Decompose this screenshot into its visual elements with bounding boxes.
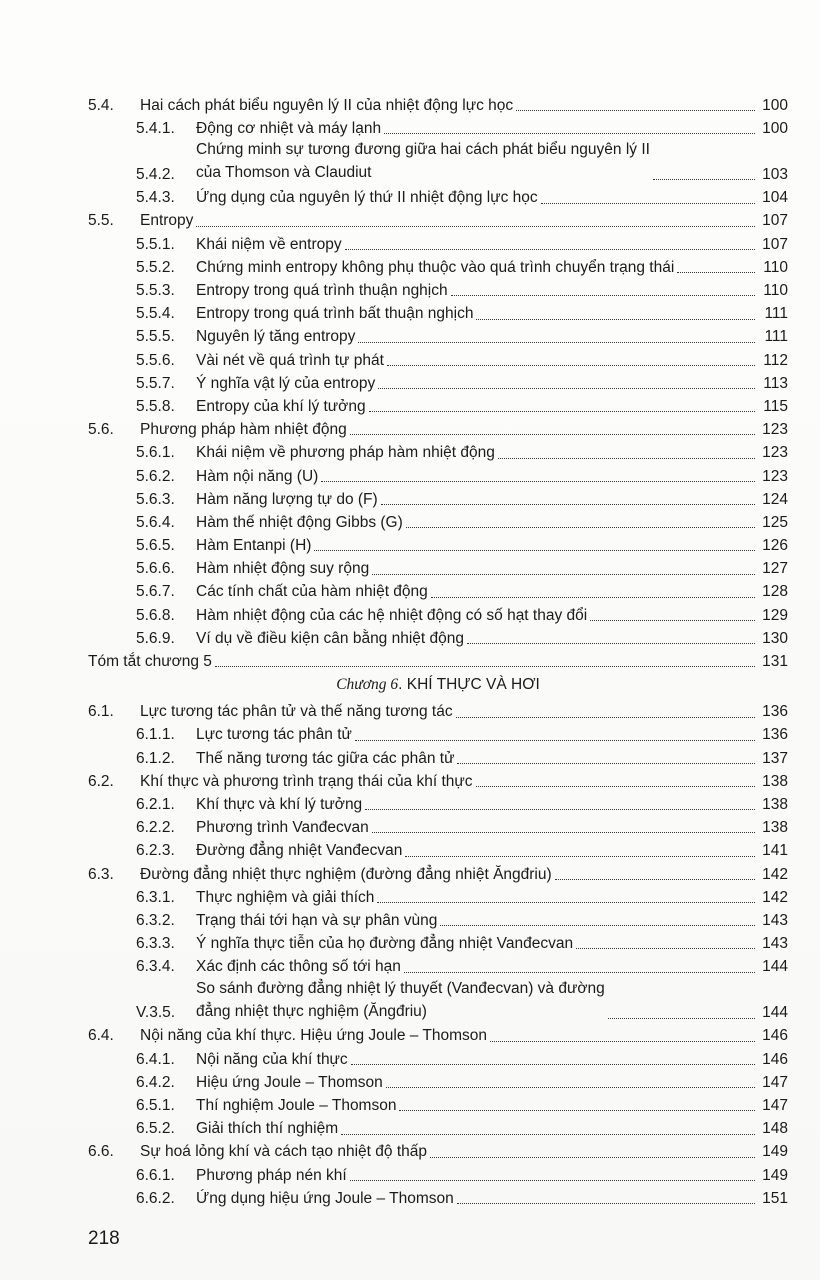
toc-entry-page: 146 [762, 1050, 788, 1068]
toc-entry-number: 6.6.1. [136, 1166, 175, 1184]
toc-entry-number: 5.5.1. [136, 235, 175, 253]
dot-leader [351, 1064, 755, 1065]
toc-entry-page: 128 [762, 583, 788, 601]
toc-entry-page: 113 [763, 374, 788, 392]
toc-entry-page: 110 [763, 282, 788, 300]
toc-entry-title: Entropy trong quá trình bất thuận nghịch [196, 305, 474, 323]
dot-leader [378, 388, 755, 389]
dot-leader [677, 272, 755, 273]
toc-entry-page: 104 [762, 189, 788, 207]
toc-entry-number: 5.4. [88, 96, 114, 114]
page-number: 218 [88, 1228, 120, 1249]
dot-leader [358, 342, 755, 343]
toc-entry [88, 722, 788, 745]
toc-entry [88, 1023, 788, 1046]
toc-entry-page: 111 [764, 328, 788, 346]
toc-entry-page: 137 [762, 749, 788, 767]
toc-entry-number: 5.4.3. [136, 189, 175, 207]
toc-entry-number: 6.2.2. [136, 819, 175, 837]
dot-leader [399, 1110, 755, 1111]
chapter-prefix: Chương 6 [336, 676, 399, 694]
dot-leader [350, 434, 755, 435]
toc-entry-page: 130 [762, 629, 788, 647]
toc-entry [88, 625, 788, 648]
toc-entry [88, 486, 788, 509]
toc-entry-title: Phương pháp nén khí [196, 1166, 347, 1184]
toc-entry-number: 5.4.1. [136, 120, 175, 138]
dot-leader [387, 365, 755, 366]
dot-leader [476, 786, 755, 787]
toc-entry-page: 123 [762, 444, 788, 462]
dot-leader [341, 1134, 755, 1135]
toc-entry-title-line: của Thomson và Claudiut [196, 164, 372, 182]
toc-entry [88, 138, 788, 184]
toc-entry [88, 208, 788, 231]
toc-entry-page: 148 [762, 1120, 788, 1138]
dot-leader [372, 832, 755, 833]
toc-entry-title: Hàm năng lượng tự do (F) [196, 490, 378, 508]
toc-entry [88, 1069, 788, 1092]
toc-entry-number: V.3.5. [136, 1004, 176, 1022]
toc-entry-page: 144 [762, 958, 788, 976]
toc-entry-number: 6.4. [88, 1027, 114, 1045]
dot-leader [440, 925, 755, 926]
toc-entry-title: Trạng thái tới hạn và sự phân vùng [196, 911, 438, 929]
toc-entry-number: 6.1.1. [136, 726, 175, 744]
toc-entry [88, 463, 788, 486]
dot-leader [431, 597, 755, 598]
toc-entry [88, 1092, 788, 1115]
dot-leader [451, 295, 755, 296]
toc-entry [88, 861, 788, 884]
toc-entry-page: 143 [762, 911, 788, 929]
toc-entry-page: 112 [763, 351, 788, 369]
toc-entry [88, 907, 788, 930]
toc-entry-title: Đường đẳng nhiệt Vanđecvan [196, 842, 403, 860]
toc-entry [88, 416, 788, 439]
toc-entry-number: 5.6.2. [136, 467, 175, 485]
dot-leader [405, 856, 755, 857]
toc-entry [88, 768, 788, 791]
toc-entry-number: 6.3. [88, 865, 114, 883]
toc-entry [88, 509, 788, 532]
dot-leader [516, 110, 755, 111]
dot-leader [372, 574, 755, 575]
dot-leader [467, 643, 755, 644]
toc-entry-title: Ý nghĩa vật lý của entropy [196, 374, 376, 392]
toc-entry-page: 149 [762, 1143, 788, 1161]
dot-leader [498, 458, 755, 459]
toc-entry-page: 142 [762, 888, 788, 906]
dot-leader [476, 319, 755, 320]
toc-entry-title: Thí nghiệm Joule – Thomson [196, 1097, 397, 1115]
toc-entry-page: 129 [762, 606, 788, 624]
dot-leader [215, 666, 755, 667]
toc-entry-title: Nội năng của khí thực. Hiệu ứng Joule – Thomson [140, 1027, 488, 1045]
toc-entry-number: 5.5.2. [136, 258, 175, 276]
toc-entry-number: 6.3.2. [136, 911, 175, 929]
toc-entry-page: 136 [762, 726, 788, 744]
toc-entry-number: 6.5.2. [136, 1120, 175, 1138]
toc-entry [88, 579, 788, 602]
toc-entry-number: 6.3.3. [136, 935, 175, 953]
toc-entry-page: 149 [762, 1166, 788, 1184]
toc-entry [88, 555, 788, 578]
toc-entry-number: 5.5.5. [136, 328, 175, 346]
toc-entry-title: Lực tương tác phân tử và thế năng tương tác [140, 703, 453, 721]
dot-leader [576, 948, 755, 949]
toc-entry-number: 6.6. [88, 1143, 114, 1161]
toc-entry-title: Các tính chất của hàm nhiệt động [196, 583, 428, 601]
toc-entry-number: 5.6.8. [136, 606, 175, 624]
toc-entry-number: 5.5.7. [136, 374, 175, 392]
toc-entry-page: 115 [763, 397, 788, 415]
dot-leader [608, 1018, 755, 1019]
toc-entry-title-line: đẳng nhiệt thực nghiệm (Ăngđriu) [196, 1002, 427, 1020]
dot-leader [350, 1180, 755, 1181]
toc-entry-page: 124 [762, 490, 788, 508]
toc-entry [88, 814, 788, 837]
toc-entry [88, 115, 788, 138]
toc-entry-page: 142 [762, 865, 788, 883]
toc-entry-number: 5.6.7. [136, 583, 175, 601]
toc-entry [88, 602, 788, 625]
dot-leader [457, 763, 755, 764]
toc-entry-title: Sự hoá lỏng khí và cách tạo nhiệt độ thấp [140, 1143, 427, 1161]
toc-entry-page: 100 [762, 120, 788, 138]
toc-entry-number: 6.3.4. [136, 958, 175, 976]
toc-entry [88, 1115, 788, 1138]
toc-entry-page: 126 [762, 537, 788, 555]
dot-leader [430, 1157, 755, 1158]
toc-entry-number: 6.2.3. [136, 842, 175, 860]
toc-entry-page: 111 [764, 305, 788, 323]
dot-leader [369, 411, 755, 412]
toc-entry-page: 138 [762, 795, 788, 813]
toc-entry-page: 107 [762, 212, 788, 230]
toc-entry-page: 107 [762, 235, 788, 253]
toc-section-chapter-5 [88, 92, 788, 671]
toc-entry-number: 6.5.1. [136, 1097, 175, 1115]
dot-leader [386, 1087, 755, 1088]
dot-leader [355, 740, 755, 741]
toc-entry-page: 100 [762, 96, 788, 114]
toc-entry-number: 5.5.3. [136, 282, 175, 300]
toc-entry-title: Hàm nhiệt động của các hệ nhiệt động có số hạt thay đổi [196, 606, 588, 624]
toc-entry [88, 953, 788, 976]
toc-entry [88, 698, 788, 721]
toc-entry-number: 5.6. [88, 421, 114, 439]
toc-entry [88, 930, 788, 953]
toc-entry-number: 6.3.1. [136, 888, 175, 906]
dot-leader [456, 717, 755, 718]
toc-entry-title: Khí thực và khí lý tưởng [196, 795, 363, 813]
toc-entry-page: 127 [762, 560, 788, 578]
toc-entry-page: 143 [762, 935, 788, 953]
table-of-contents [88, 92, 788, 1208]
chapter-heading [88, 672, 788, 698]
dot-leader [490, 1041, 755, 1042]
dot-leader [590, 620, 755, 621]
toc-entry-title: Hàm nhiệt động suy rộng [196, 560, 370, 578]
toc-entry-title: Ví dụ về điều kiện cân bằng nhiệt động [196, 629, 465, 647]
toc-entry-title: Hàm thế nhiệt động Gibbs (G) [196, 513, 403, 531]
toc-entry-number: 5.5.6. [136, 351, 175, 369]
toc-entry [88, 1139, 788, 1162]
toc-entry-title: Thực nghiệm và giải thích [196, 888, 375, 906]
toc-entry-number: 5.6.1. [136, 444, 175, 462]
dot-leader [381, 504, 755, 505]
toc-entry-title: Vài nét về quá trình tự phát [196, 351, 384, 369]
toc-entry-number: 6.4.1. [136, 1050, 175, 1068]
toc-entry-title: Ứng dụng hiệu ứng Joule – Thomson [196, 1189, 454, 1207]
chapter-title: . KHÍ THỰC VÀ HƠI [398, 676, 540, 694]
toc-entry-number: 6.1.2. [136, 749, 175, 767]
toc-entry-title: Lực tương tác phân tử [196, 726, 352, 744]
toc-entry-page: 110 [763, 258, 788, 276]
dot-leader [457, 1203, 755, 1204]
toc-entry [88, 884, 788, 907]
toc-entry-title: Nội năng của khí thực [196, 1050, 348, 1068]
toc-entry-page: 146 [762, 1027, 788, 1045]
toc-entry [88, 648, 788, 671]
toc-entry-page: 103 [762, 166, 788, 184]
toc-entry-title: Khái niệm về phương pháp hàm nhiệt động [196, 444, 495, 462]
toc-entry-page: 136 [762, 703, 788, 721]
toc-entry [88, 370, 788, 393]
toc-entry [88, 837, 788, 860]
toc-entry-number: 6.6.2. [136, 1189, 175, 1207]
dot-leader [365, 809, 755, 810]
toc-entry-title [196, 977, 605, 1023]
toc-entry-title: Ý nghĩa thực tiễn của họ đường đẳng nhiệt Vanđecvan [196, 935, 574, 953]
toc-entry-title: Thế năng tương tác giữa các phân tử [196, 749, 455, 767]
toc-entry-page: 147 [762, 1073, 788, 1091]
toc-section-chapter-6 [88, 698, 788, 1208]
toc-entry-page: 123 [762, 421, 788, 439]
toc-entry-number: 5.5.4. [136, 305, 175, 323]
toc-entry-page: 138 [762, 772, 788, 790]
toc-entry [88, 184, 788, 207]
toc-entry-title: Khái niệm về entropy [196, 235, 342, 253]
toc-entry [88, 277, 788, 300]
toc-entry-page: 144 [762, 1004, 788, 1022]
toc-entry-number: 6.2. [88, 772, 114, 790]
toc-entry [88, 1162, 788, 1185]
toc-entry [88, 347, 788, 370]
dot-leader [345, 249, 755, 250]
toc-entry-title: Hàm nội năng (U) [196, 467, 319, 485]
toc-entry-number: 5.6.6. [136, 560, 175, 578]
dot-leader [314, 550, 755, 551]
toc-entry-page: 151 [762, 1189, 788, 1207]
toc-entry [88, 791, 788, 814]
toc-entry-title: Xác định các thông số tới hạn [196, 958, 401, 976]
toc-entry-title: Động cơ nhiệt và máy lạnh [196, 120, 382, 138]
toc-entry-title-line: So sánh đường đẳng nhiệt lý thuyết (Vanđecvan) và đường [196, 979, 605, 997]
toc-entry-number: 5.6.5. [136, 537, 175, 555]
dot-leader [377, 902, 755, 903]
dot-leader [653, 179, 755, 180]
toc-entry-title-line: Chứng minh sự tương đương giữa hai cách phát biểu nguyên lý II [196, 141, 650, 159]
toc-entry-number: 5.6.4. [136, 513, 175, 531]
toc-entry-title [196, 138, 650, 184]
toc-entry-title: Nguyên lý tăng entropy [196, 328, 356, 346]
toc-entry-title: Đường đẳng nhiệt thực nghiệm (đường đẳng nhiệt Ăngđriu) [140, 865, 552, 883]
toc-entry-page: 138 [762, 819, 788, 837]
toc-entry-title: Hàm Entanpi (H) [196, 537, 312, 555]
toc-entry-number: 5.6.3. [136, 490, 175, 508]
toc-entry-title: Khí thực và phương trình trạng thái của khí thực [140, 772, 473, 790]
toc-entry [88, 324, 788, 347]
dot-leader [555, 879, 755, 880]
toc-entry-number: 5.6.9. [136, 629, 175, 647]
toc-entry-title: Phương trình Vanđecvan [196, 819, 369, 837]
toc-entry [88, 439, 788, 462]
dot-leader [404, 972, 755, 973]
dot-leader [406, 527, 755, 528]
dot-leader [196, 226, 755, 227]
toc-entry [88, 92, 788, 115]
toc-entry [88, 532, 788, 555]
toc-entry [88, 1185, 788, 1208]
toc-entry-page: 147 [762, 1097, 788, 1115]
toc-entry [88, 231, 788, 254]
toc-entry [88, 745, 788, 768]
toc-entry [88, 977, 788, 1023]
toc-entry [88, 254, 788, 277]
toc-entry-number: 5.5. [88, 212, 114, 230]
toc-entry [88, 300, 788, 323]
toc-entry-title: Ứng dụng của nguyên lý thứ II nhiệt động lực học [196, 189, 538, 207]
toc-entry-page: 123 [762, 467, 788, 485]
toc-entry-title: Phương pháp hàm nhiệt động [140, 421, 347, 439]
toc-entry [88, 393, 788, 416]
toc-entry-title: Hai cách phát biểu nguyên lý II của nhiệt động lực học [140, 96, 514, 114]
dot-leader [384, 133, 755, 134]
toc-entry [88, 1046, 788, 1069]
toc-entry-title: Tóm tắt chương 5 [88, 653, 212, 671]
toc-entry-page: 131 [762, 653, 788, 671]
toc-entry-page: 125 [762, 513, 788, 531]
dot-leader [321, 481, 755, 482]
toc-entry-number: 5.5.8. [136, 397, 175, 415]
toc-entry-number: 6.4.2. [136, 1073, 175, 1091]
toc-entry-number: 6.1. [88, 703, 114, 721]
dot-leader [541, 203, 755, 204]
toc-entry-title: Chứng minh entropy không phụ thuộc vào quá trình chuyển trạng thái [196, 258, 675, 276]
toc-entry-title: Entropy [140, 212, 194, 230]
toc-entry-title: Hiệu ứng Joule – Thomson [196, 1073, 383, 1091]
toc-entry-number: 6.2.1. [136, 795, 175, 813]
toc-entry-title: Entropy của khí lý tưởng [196, 397, 366, 415]
toc-entry-title: Entropy trong quá trình thuận nghịch [196, 282, 448, 300]
toc-entry-number: 5.4.2. [136, 166, 175, 184]
toc-entry-title: Giải thích thí nghiệm [196, 1120, 339, 1138]
toc-entry-page: 141 [762, 842, 788, 860]
